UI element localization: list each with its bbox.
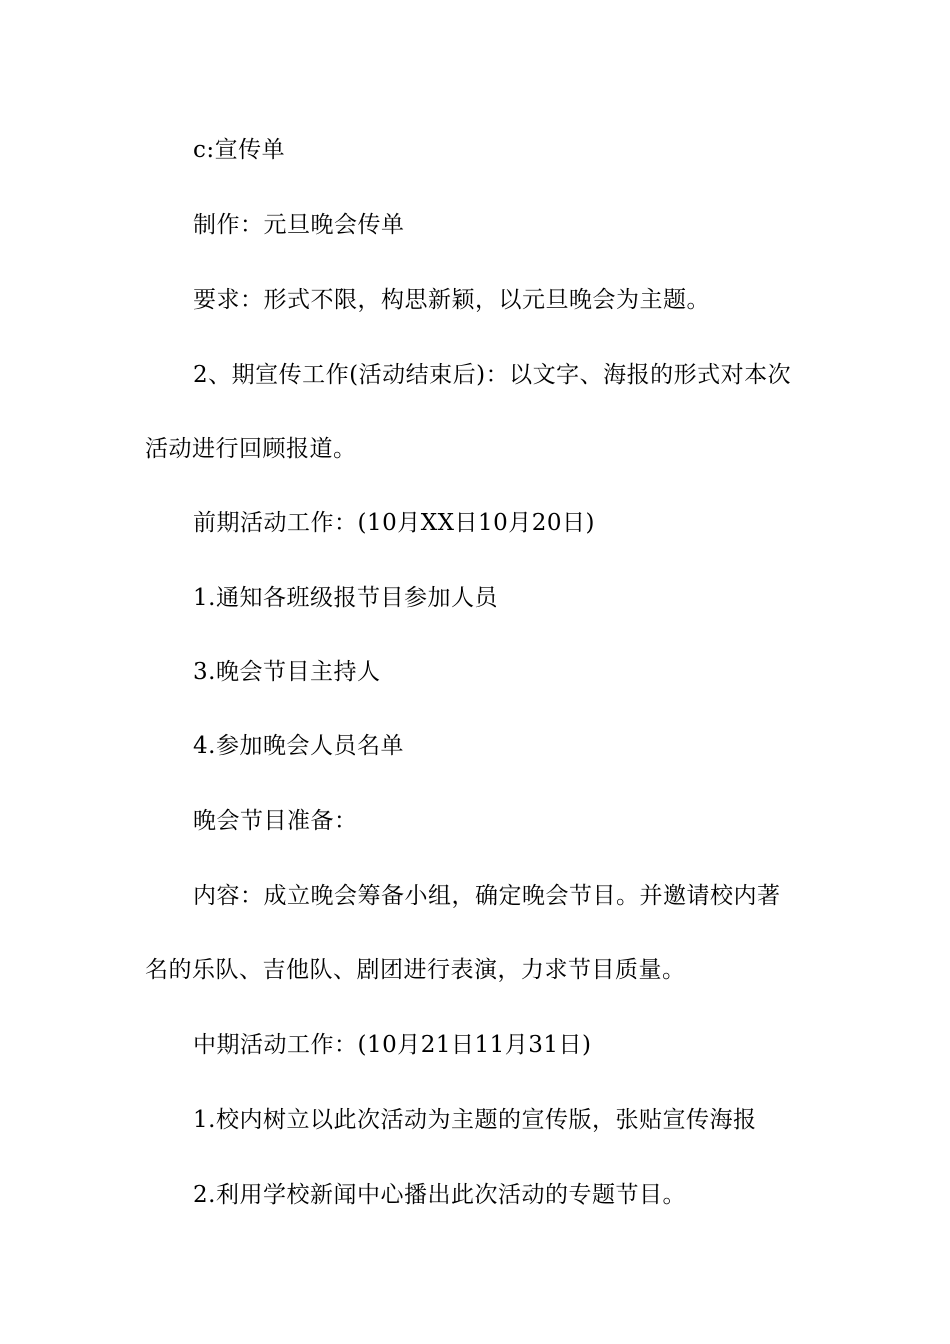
text-line-flyer: c:宣传单	[193, 137, 286, 163]
text-line-attendee-list: 4.参加晚会人员名单	[193, 733, 404, 759]
text-line-content: 内容：成立晚会筹备小组，确定晚会节目。并邀请校内著	[193, 883, 781, 909]
text-line-program-prep: 晚会节目准备：	[193, 808, 358, 834]
text-line-requirements: 要求：形式不限，构思新颖，以元旦晚会为主题。	[193, 287, 710, 313]
text-line-campus-board: 1.校内树立以此次活动为主题的宣传版，张贴宣传海报	[193, 1107, 757, 1133]
text-line-news-center: 2.利用学校新闻中心播出此次活动的专题节目。	[193, 1182, 686, 1208]
text-line-notify-classes: 1.通知各班级报节目参加人员	[193, 585, 498, 611]
text-line-early-work: 前期活动工作：(10月XX日10月20日)	[193, 510, 595, 536]
text-line-post-publicity: 2、期宣传工作(活动结束后)：以文字、海报的形式对本次	[193, 362, 792, 388]
text-line-production: 制作：元旦晚会传单	[193, 212, 405, 238]
text-line-content-cont: 名的乐队、吉他队、剧团进行表演，力求节目质量。	[145, 957, 686, 983]
text-line-post-publicity-cont: 活动进行回顾报道。	[145, 436, 357, 462]
text-line-mid-work: 中期活动工作：(10月21日11月31日)	[193, 1032, 592, 1058]
text-line-hosts: 3.晚会节目主持人	[193, 659, 381, 685]
